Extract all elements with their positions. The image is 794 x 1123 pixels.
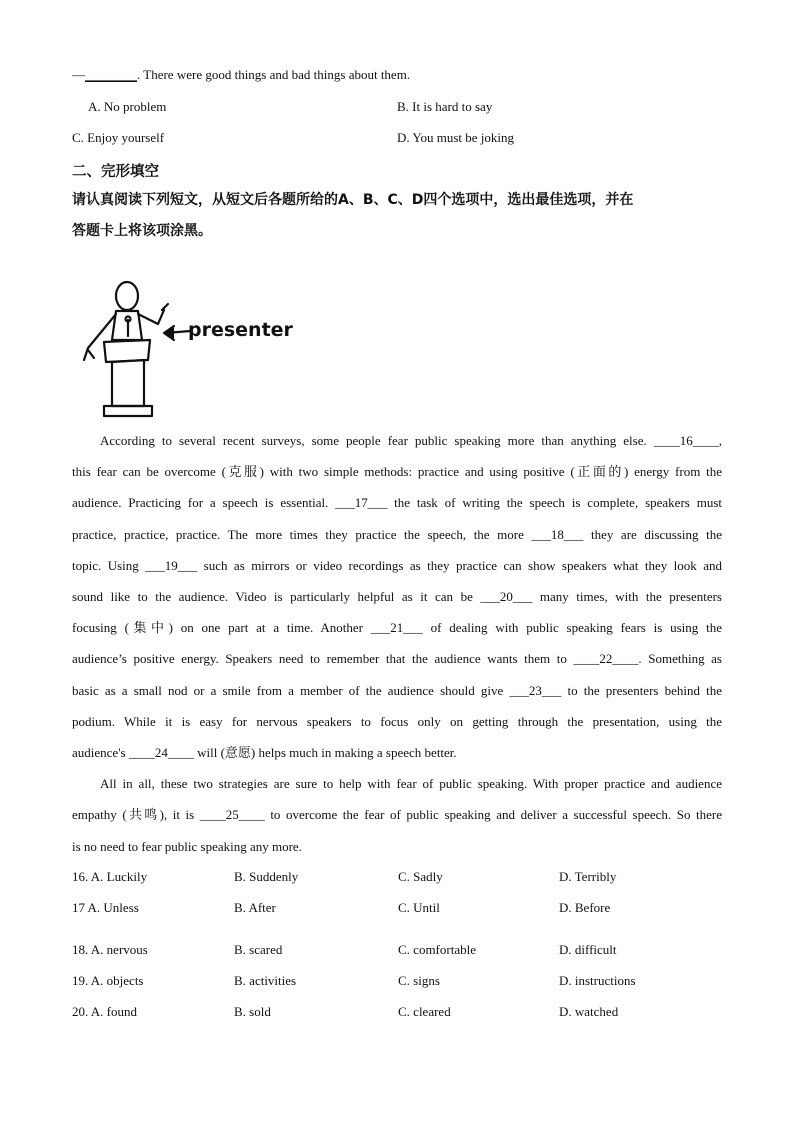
option-d: D. You must be joking	[397, 130, 515, 145]
passage-line: practice, practice, practice. The more times they practice the speech, the more ___18___ they are discussing the	[72, 526, 722, 542]
passage-line: focusing (集中) on one part at a time. Another ___21___ of dealing with public speaking fears is using the	[72, 620, 722, 636]
exam-page	[72, 0, 722, 1123]
passage-line: sound like to the audience. Video is particularly helpful as it can be ___20___ many times, with the presenters	[72, 589, 722, 605]
passage-line: According to several recent surveys, some people fear public speaking more than anything else. ____16____,	[100, 433, 722, 448]
question-row-16: 16. A. Luckily B. Suddenly C. Sadly D. Terribly	[72, 869, 617, 884]
answer-blank: ________	[85, 67, 137, 82]
passage-line: podium. While it is easy for nervous speakers to focus only on getting through the presentation, using the	[72, 713, 722, 729]
passage-line: is no need to fear public speaking any more.	[72, 838, 302, 854]
passage-line: audience’s positive energy. Speakers need to remember that the audience wants them to ____22____. Something as	[72, 651, 722, 667]
question-row-20: 20. A. found B. sold C. cleared D. watched	[72, 1004, 619, 1019]
option-c: C. Enjoy yourself	[72, 130, 165, 145]
section-instruction: 请认真阅读下列短文，从短文后各题所给的A、B、C、D四个选项中，选出最佳选项，并在 答题卡上将该项涂黑。	[72, 192, 634, 239]
presenter-at-podium-icon	[78, 278, 298, 423]
presenter-label: presenter	[188, 319, 293, 341]
passage-line: basic as a small nod or a smile from a member of the audience should give ___23___ to the presenters behind the	[72, 682, 722, 698]
passage-line: All in all, these two strategies are sure to help with fear of public speaking. With proper practice and audience	[100, 776, 722, 792]
passage-line: audience's ____24____ will (意愿) helps much in making a speech better.	[72, 745, 457, 761]
question-row-18: 18. A. nervous B. scared C. comfortable D. difficult	[72, 942, 617, 957]
passage-line: this fear can be overcome (克服) with two simple methods: practice and using positive (正面的) energy from the	[72, 464, 722, 480]
passage	[72, 425, 722, 862]
section-heading: 二、完形填空	[72, 164, 159, 180]
passage-line: empathy (共鸣), it is ____25____ to overcome the fear of public speaking and deliver a successful speech. So there	[72, 807, 722, 823]
prev-question-stem: —________. There were good things and bad things about them.	[72, 67, 411, 82]
presenter-illustration	[78, 278, 298, 423]
option-b: B. It is hard to say	[397, 99, 493, 114]
passage-line: audience. Practicing for a speech is essential. ___17___ the task of writing the speech is complete, speakers must	[72, 495, 722, 511]
question-row-17: 17 A. Unless B. After C. Until D. Before	[72, 900, 611, 915]
option-a: A. No problem	[88, 99, 167, 114]
passage-line: topic. Using ___19___ such as mirrors or video recordings as they practice can show speakers what they look and	[72, 557, 722, 573]
question-row-19: 19. A. objects B. activities C. signs D. instructions	[72, 973, 636, 988]
